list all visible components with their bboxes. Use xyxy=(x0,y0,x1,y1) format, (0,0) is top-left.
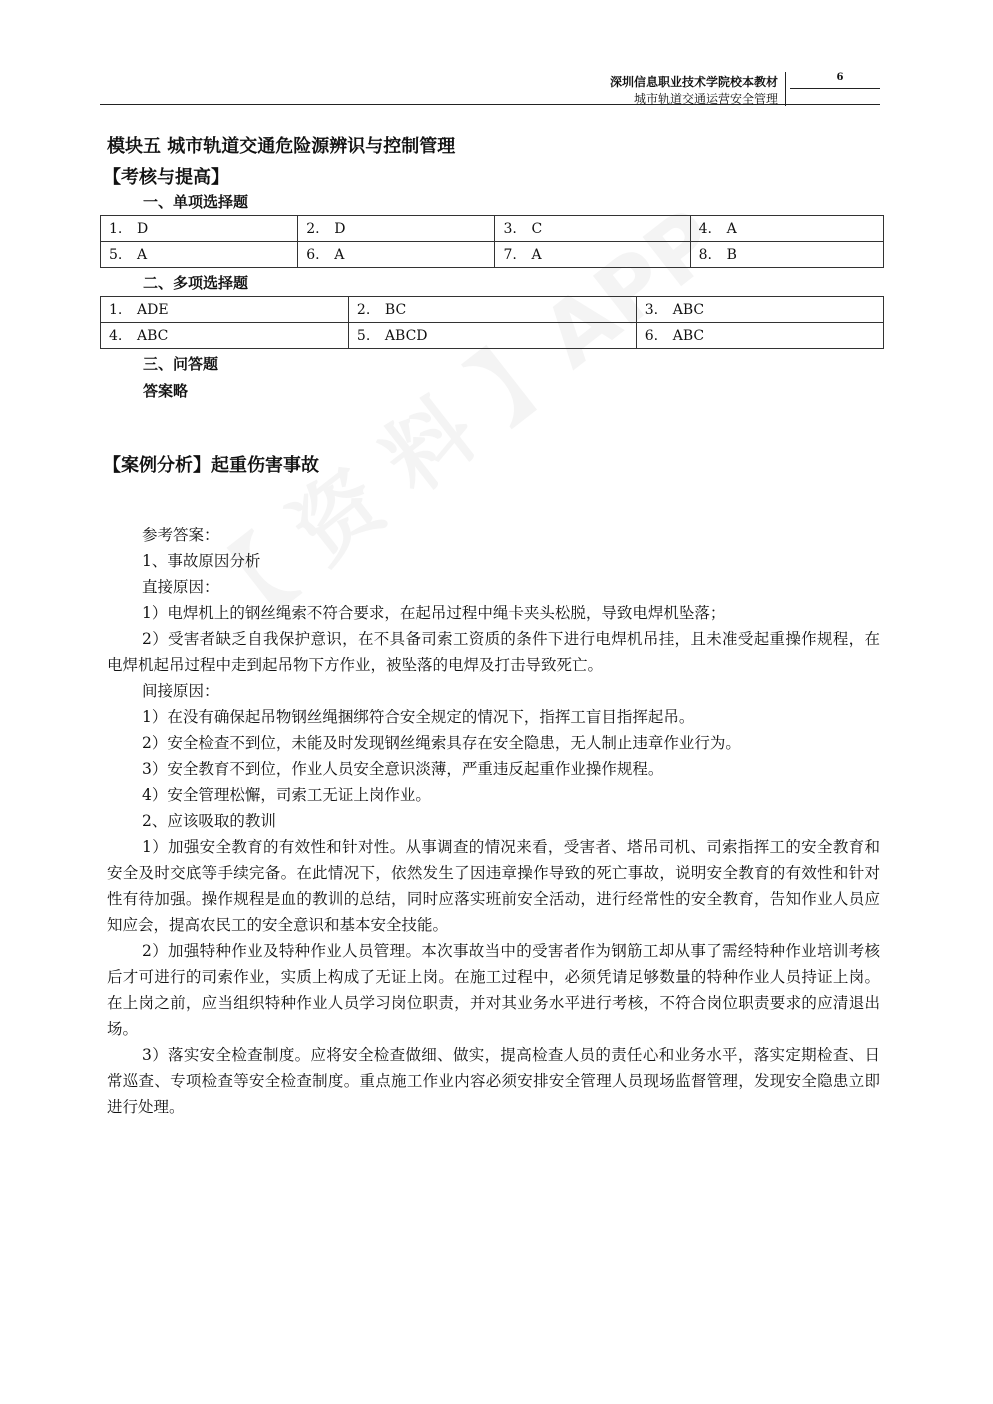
header-school: 深圳信息职业技术学院校本教材 xyxy=(609,75,778,89)
q-answer: ABC xyxy=(672,301,705,318)
q-answer: C xyxy=(531,220,543,237)
header-divider xyxy=(785,72,786,106)
paragraph: 1、事故原因分析 xyxy=(142,552,261,570)
answer-cell xyxy=(101,242,298,268)
q-answer: ABC xyxy=(137,327,169,344)
qa-answer: 答案略 xyxy=(143,382,189,400)
answer-cell xyxy=(298,216,495,242)
answer-cell xyxy=(348,297,636,323)
single-choice-heading: 一、单项选择题 xyxy=(143,193,249,211)
single-choice-table xyxy=(100,215,884,268)
answer-cell xyxy=(101,297,349,323)
qa-heading: 三、问答题 xyxy=(143,355,219,373)
q-number: 4. xyxy=(109,327,123,344)
table-row xyxy=(101,323,884,349)
answer-cell xyxy=(495,242,690,268)
q-answer: B xyxy=(726,246,737,263)
q-number: 5. xyxy=(356,327,371,344)
answer-cell xyxy=(348,323,636,349)
paragraph: 3）安全教育不到位，作业人员安全意识淡薄，严重违反起重作业操作规程。 xyxy=(142,760,664,778)
table-row xyxy=(101,297,884,323)
q-answer: BC xyxy=(384,301,407,318)
section-title: 【考核与提高】 xyxy=(103,167,229,188)
paragraph: 参考答案： xyxy=(142,526,220,544)
q-number: 4. xyxy=(698,220,712,237)
paragraph: 直接原因： xyxy=(142,578,220,596)
q-number: 5. xyxy=(109,246,123,263)
answer-cell xyxy=(298,242,495,268)
q-answer: A xyxy=(334,246,345,263)
paragraph: 1）电焊机上的钢丝绳索不符合要求，在起吊过程中绳卡夹头松脱，导致电焊机坠落； xyxy=(142,604,726,622)
paragraph: 2）受害者缺乏自我保护意识，在不具备司索工资质的条件下进行电焊机吊挂，且未准受起重操作规程，在电焊机起吊过程中走到起吊物下方作业，被坠落的电焊及打击导致死亡。 xyxy=(107,630,880,674)
table-row xyxy=(101,242,884,268)
paragraph: 间接原因： xyxy=(142,682,220,700)
case-title: 【案例分析】起重伤害事故 xyxy=(103,455,319,476)
answer-cell xyxy=(495,216,690,242)
answer-cell xyxy=(636,297,883,323)
paragraph: 2、应该吸取的教训 xyxy=(142,812,276,830)
multi-choice-table xyxy=(100,296,884,349)
paragraph: 1）加强安全教育的有效性和针对性。从事调查的情况来看，受害者、塔吊司机、司索指挥工的安全教育和安全及时交底等手续完备。在此情况下，依然发生了因违章操作导致的死亡事故，说明安全教育的有效性和针对性有待加强。操作规程是血的教训的总结，同时应落实班前安全活动，进行经常性的安全教育，告知作业人员应知应会，提高农民工的安全意识和基本安全技能。 xyxy=(107,838,880,934)
module-title: 模块五 城市轨道交通危险源辨识与控制管理 xyxy=(107,136,456,157)
table-row xyxy=(101,216,884,242)
paragraph: 2）安全检查不到位，未能及时发现钢丝绳索具存在安全隐患，无人制止违章作业行为。 xyxy=(142,734,741,752)
q-answer: ADE xyxy=(137,301,169,318)
q-answer: D xyxy=(334,220,346,237)
multi-choice-heading: 二、多项选择题 xyxy=(143,274,249,292)
q-number: 8. xyxy=(698,246,712,263)
q-number: 1. xyxy=(109,220,123,237)
page-number-rule xyxy=(790,88,880,89)
q-answer: ABCD xyxy=(384,327,428,344)
paragraph: 4）安全管理松懈，司索工无证上岗作业。 xyxy=(142,786,431,804)
answer-cell xyxy=(101,216,298,242)
answer-cell xyxy=(690,242,883,268)
header-course: 城市轨道交通运营安全管理 xyxy=(633,92,778,106)
q-number: 7. xyxy=(503,246,517,263)
q-number: 2. xyxy=(306,220,320,237)
q-number: 6. xyxy=(644,327,659,344)
paragraph: 3）落实安全检查制度。应将安全检查做细、做实，提高检查人员的责任心和业务水平，落实定期检查、日常巡查、专项检查等安全检查制度。重点施工作业内容必须安排安全管理人员现场监督管理，发现安全隐患立即进行处理。 xyxy=(107,1046,880,1116)
answer-cell xyxy=(636,323,883,349)
q-answer: A xyxy=(137,246,148,263)
page-number: 6 xyxy=(836,72,844,83)
paragraph: 2）加强特种作业及特种作业人员管理。本次事故当中的受害者作为钢筋工却从事了需经特种作业培训考核后才可进行的司索作业，实质上构成了无证上岗。在施工过程中，必须凭请足够数量的特种作业人员持证上岗。在上岗之前，应当组织特种作业人员学习岗位职责，并对其业务水平进行考核，不符合岗位职责要求的应清退出场。 xyxy=(107,942,880,1038)
q-number: 2. xyxy=(356,301,371,318)
q-answer: A xyxy=(726,220,737,237)
q-answer: A xyxy=(531,246,542,263)
q-number: 6. xyxy=(306,246,320,263)
q-answer: ABC xyxy=(672,327,705,344)
paragraph: 1）在没有确保起吊物钢丝绳捆绑符合安全规定的情况下，指挥工盲目指挥起吊。 xyxy=(142,708,695,726)
header-rule xyxy=(100,104,880,105)
q-answer: D xyxy=(137,220,149,237)
case-answer-body xyxy=(107,522,880,1120)
q-number: 3. xyxy=(644,301,659,318)
q-number: 1. xyxy=(109,301,123,318)
answer-cell xyxy=(101,323,349,349)
answer-cell xyxy=(690,216,883,242)
running-header xyxy=(610,74,778,108)
q-number: 3. xyxy=(503,220,517,237)
